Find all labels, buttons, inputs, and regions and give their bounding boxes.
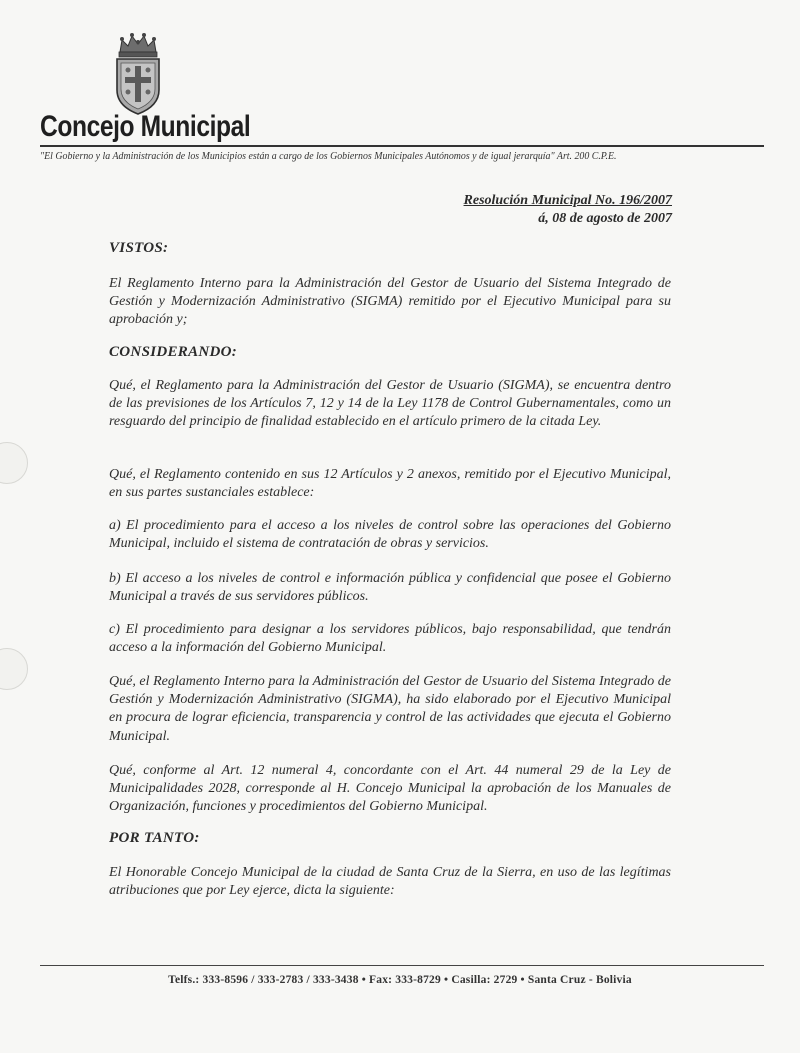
resolution-date: á, 08 de agosto de 2007: [538, 211, 672, 226]
vistos-heading: VISTOS:: [109, 240, 169, 256]
item-c-paragraph: c) El procedimiento para designar a los servidores públicos, bajo responsabilidad, que tendrán acceso a la información del Gobierno Municipal.: [109, 622, 671, 656]
considerando-paragraph-2: Qué, el Reglamento contenido en sus 12 Artículos y 2 anexos, remitido por el Ejecutivo Municipal, en sus partes sustanciales establece:: [109, 467, 671, 501]
por-tanto-heading: POR TANTO:: [109, 830, 200, 846]
item-b-paragraph: b) El acceso a los niveles de control e información pública y confidencial que posee el Gobierno Municipal a través de sus servidores públicos.: [109, 571, 671, 605]
footer-contact: Telfs.: 333-8596 / 333-2783 / 333-3438 • Fax: 333-8729 • Casilla: 2729 • Santa Cruz - Bolivia: [168, 974, 632, 986]
item-a-paragraph: a) El procedimiento para el acceso a los niveles de control sobre las operaciones del Gobierno Municipal, incluido el sistema de contratación de obras y servicios.: [109, 518, 671, 552]
por-tanto-paragraph: El Honorable Concejo Municipal de la ciudad de Santa Cruz de la Sierra, en uso de las legítimas atribuciones que por Ley ejerce, dicta la siguiente:: [109, 865, 671, 899]
coat-of-arms-icon: [112, 30, 164, 116]
vistos-paragraph: El Reglamento Interno para la Administración del Gestor de Usuario del Sistema Integrado de Gestión y Modernización Administrativo (SIGMA) remitido por el Ejecutivo Municipal para su aprobación y;: [109, 276, 671, 328]
considerando-paragraph-3: Qué, el Reglamento Interno para la Administración del Gestor de Usuario del Sistema Integrado de Gestión y Modernización Administrativo (SIGMA), ha sido elaborado por el Ejecutivo Municipal en procura de lograr eficiencia, transparencia y control de las actividades que ejecuta el Gobierno Municipal.: [109, 674, 671, 744]
footer-divider: [40, 965, 764, 966]
punch-hole-mark: [0, 648, 28, 690]
header-motto: "El Gobierno y la Administración de los Municipios están a cargo de los Gobiernos Municipales Autónomos y de igual jerarquía" Art. 200 C.P.E.: [40, 151, 617, 162]
org-name: Concejo Municipal: [40, 110, 251, 143]
resolution-block: [464, 192, 672, 228]
considerando-paragraph-1: Qué, el Reglamento para la Administración del Gestor de Usuario (SIGMA), se encuentra dentro de las previsiones de los Artículos 7, 12 y 14 de la Ley 1178 de Control Gubernamentales, como un resguardo del principio de finalidad establecido en el artículo primero de la citada Ley.: [109, 378, 671, 430]
considerando-paragraph-4: Qué, conforme al Art. 12 numeral 4, concordante con el Art. 44 numeral 29 de la Ley de Municipalidades 2028, corresponde al H. Concejo Municipal la aprobación de los Manuales de Organización, funciones y procedimientos del Gobierno Municipal.: [109, 763, 671, 815]
punch-hole-mark: [0, 442, 28, 484]
resolution-title: Resolución Municipal No. 196/2007: [463, 193, 672, 208]
considerando-heading: CONSIDERANDO:: [109, 344, 238, 360]
header-divider: [40, 145, 764, 147]
